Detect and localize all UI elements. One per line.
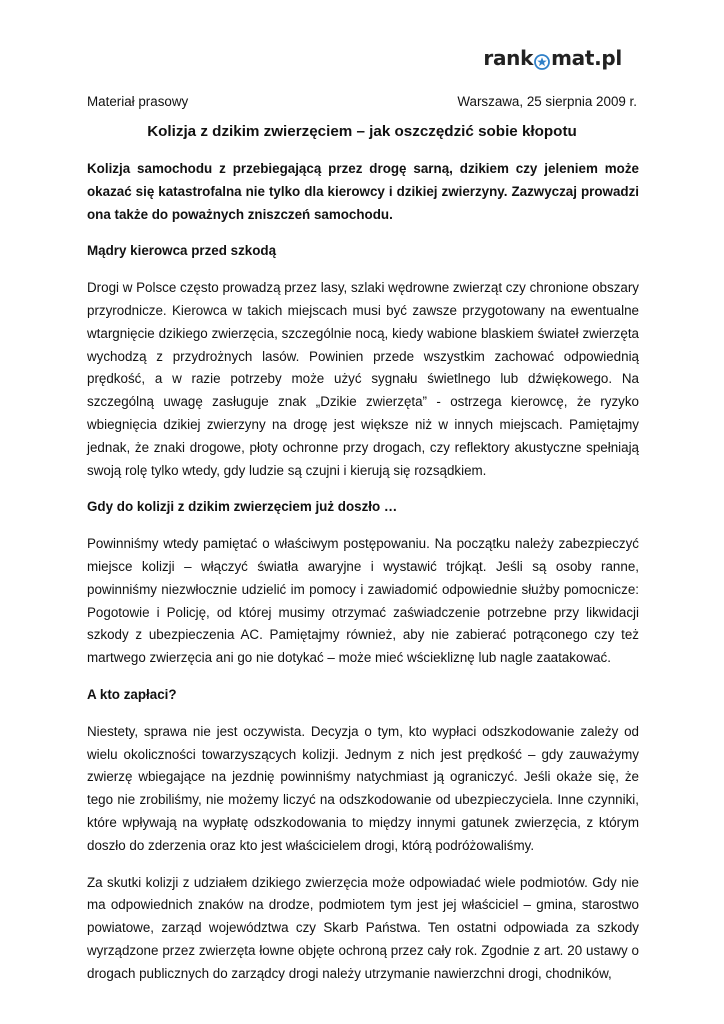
final-paragraph: Za skutki kolizji z udziałem dzikiego zwierzęcia może odpowiadać wiele podmiotów. Gdy nie ma odpowiednich znaków na drodze, podmiotem tym jest jej właściciel – gmina, starostwo powiatowe, zarząd województwa czy Skarb Państwa. Ten ostatni odpowiada za szkody wyrządzone przez zwierzęta łowne objęte ochroną przez cały rok. Zgodnie z art. 20 ustawy o drogach publicznych do zarządcy drogi należy utrzymanie nawierzchni drogi, chodników,	[87, 874, 639, 981]
page-title: Kolizja z dzikim zwierzęciem – jak oszczędzić sobie kłopotu	[147, 123, 577, 140]
logo	[483, 46, 622, 70]
article-body	[87, 158, 639, 1000]
document-header	[87, 94, 637, 109]
lead-paragraph: Kolizja samochodu z przebiegającą przez drogę sarną, dzikiem czy jeleniem może okazać się katastrofalna nie tylko dla kierowcy i dzikiej zwierzyny. Zazwyczaj prowadzi ona także do poważnych zniszczeń samochodu.	[87, 161, 639, 222]
place-date: Warszawa, 25 sierpnia 2009 r.	[457, 94, 637, 109]
section-paragraph: Niestety, sprawa nie jest oczywista. Decyzja o tym, kto wypłaci odszkodowanie zależy od wielu okoliczności towarzyszących kolizji. Jednym z nich jest prędkość – gdy zauważymy zwierzę wbiegające na jezdnię powinniśmy natychmiast ją ograniczyć. Jeśli okaże się, że tego nie zrobiliśmy, nie możemy liczyć na odszkodowanie od ubezpieczyciela. Inne czynniki, które wpływają na wypłatę odszkodowania to między innymi gatunek zwierzęcia, z którym doszło do zderzenia oraz kto jest właścicielem drogi, którą podróżowaliśmy.	[87, 723, 639, 853]
section-heading: Gdy do kolizji z dzikim zwierzęciem już doszło …	[87, 499, 398, 515]
logo-text-after: mat.pl	[551, 46, 622, 70]
section-paragraph: Powinniśmy wtedy pamiętać o właściwym postępowaniu. Na początku należy zabezpieczyć miejsce kolizji – włączyć światła awaryjne i wystawić trójkąt. Jeśli są osoby ranne, powinniśmy niezwłocznie udzielić im pomocy i zawiadomić odpowiednie służby pomocnicze: Pogotowie i Policję, od której musimy otrzymać zaświadczenie potrzebne przy likwidacji szkody z ubezpieczenia AC. Pamiętajmy również, aby nie zabierać potrąconego czy też martwego zwierzęcia ani go nie dotykać – może mieć wściekliznę lub nagle zaatakować.	[87, 536, 639, 666]
section-paragraph: Drogi w Polsce często prowadzą przez lasy, szlaki wędrowne zwierząt czy chronione obszary przyrodnicze. Kierowca w takich miejscach musi być zawsze przygotowany na ewentualne wtargnięcie dzikiego zwierzęcia, szczególnie nocą, kiedy wabione blaskiem świateł zwierzęta wychodzą z przydrożnych lasów. Powinien przede wszystkim zachować odpowiednią prędkość, a w razie potrzeby może użyć sygnału świetlnego lub dźwiękowego. Na szczególną uwagę zasługuje znak „Dzikie zwierzęta” - ostrzega kierowcę, że ryzyko wbiegnięcia dzikiej zwierzyny na drogę jest większe niż w innych miejscach. Pamiętajmy jednak, że znaki drogowe, płoty ochronne przy drogach, czy reflektory akustyczne spełniają swoją rolę tylko wtedy, gdy ludzie są czujni i kierują się rozsądkiem.	[87, 280, 639, 478]
section-heading: A kto zapłaci?	[87, 686, 177, 702]
logo-text-before: rank	[483, 46, 534, 70]
star-icon	[534, 51, 550, 67]
section-heading: Mądry kierowca przed szkodą	[87, 243, 277, 259]
document-type: Materiał prasowy	[87, 94, 189, 109]
